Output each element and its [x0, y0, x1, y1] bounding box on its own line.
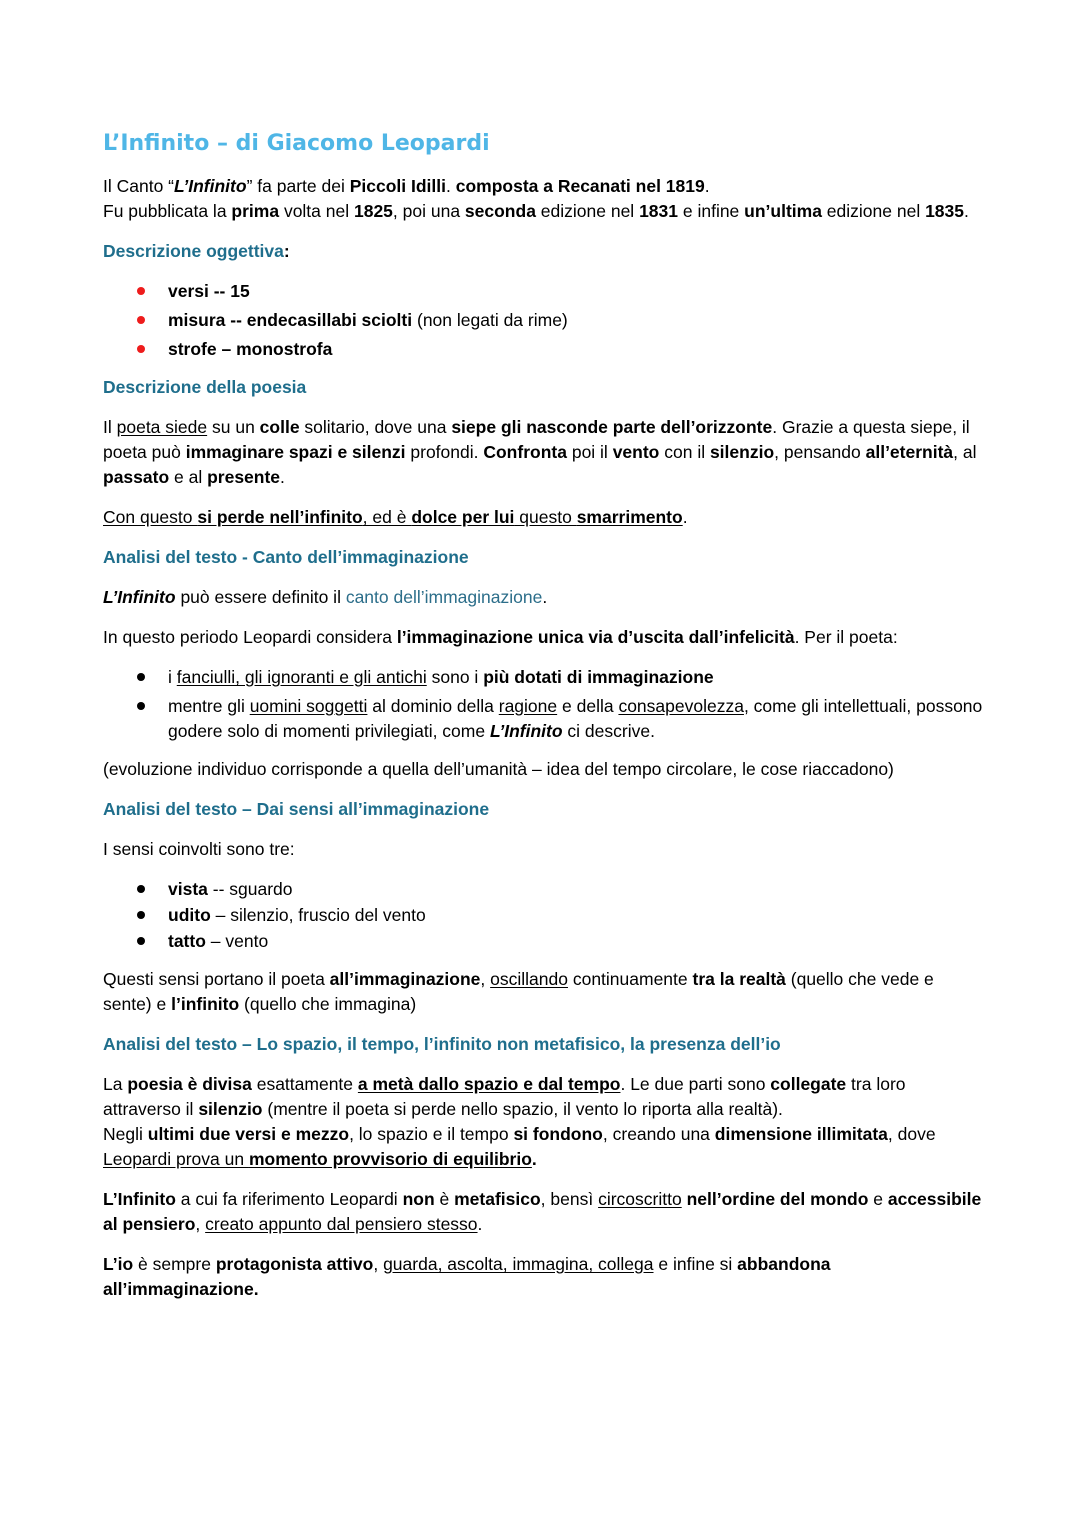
text: e al — [169, 467, 208, 487]
text: (quello che vede e sente) e — [103, 969, 934, 1014]
text: . — [704, 176, 710, 196]
text: uomini soggetti — [249, 696, 368, 716]
evoluzione-paragraph: (evoluzione individuo corrisponde a quella dell’umanità – idea del tempo circolare, le cose riaccadono) — [103, 759, 894, 779]
text: siepe gli nasconde parte dell’orizzonte — [451, 417, 773, 437]
text: vento — [612, 442, 660, 462]
list-item — [168, 694, 983, 744]
text: poeta siede — [116, 417, 208, 437]
section-heading-sensi: Analisi del testo – Dai sensi all’immaginazione — [103, 799, 490, 819]
text: , poi una — [392, 201, 465, 221]
text: vista — [168, 879, 208, 899]
text: metafisico — [454, 1189, 541, 1209]
text: Con questo — [103, 507, 198, 527]
text: su un — [207, 417, 260, 437]
sensi-intro: I sensi coinvolti sono tre: — [103, 839, 295, 859]
text: collegate — [770, 1074, 847, 1094]
text: , — [195, 1214, 206, 1234]
text: i — [168, 667, 177, 687]
text: nell’ordine del mondo — [686, 1189, 869, 1209]
text: , dove — [887, 1124, 936, 1144]
text: . — [531, 1149, 537, 1169]
bullet-icon — [137, 911, 145, 919]
text: , — [373, 1254, 384, 1274]
sensi-paragraph — [103, 967, 983, 1017]
text: poi il — [566, 442, 613, 462]
text: momento provvisorio di equilibrio — [248, 1149, 532, 1169]
text: . Per il poeta: — [794, 627, 898, 647]
text: circoscritto — [598, 1189, 682, 1209]
text: . Le due parti sono — [620, 1074, 771, 1094]
text: al dominio della — [367, 696, 499, 716]
text: composta a Recanati nel 1819 — [455, 176, 705, 196]
text: ” fa parte dei — [246, 176, 350, 196]
text: con il — [659, 442, 710, 462]
text: . — [477, 1214, 483, 1234]
text: non — [402, 1189, 435, 1209]
text: esattamente — [251, 1074, 358, 1094]
descrizione-oggettiva-list — [103, 279, 983, 362]
text: – vento — [205, 931, 269, 951]
text: si perde nell’infinito — [197, 507, 363, 527]
text: Questi sensi portano il poeta — [103, 969, 330, 989]
text: volta nel — [279, 201, 354, 221]
text: all’immaginazione — [329, 969, 481, 989]
text: . — [964, 201, 969, 221]
text: abbandona all’immaginazione. — [103, 1254, 831, 1299]
bullet-icon — [137, 702, 145, 710]
text: colle — [259, 417, 300, 437]
list-item — [168, 308, 983, 333]
red-bullet-icon — [137, 287, 145, 295]
text: Il — [103, 417, 117, 437]
text: ragione — [498, 696, 558, 716]
text: , bensì — [540, 1189, 599, 1209]
text: solitario, dove una — [299, 417, 452, 437]
text: è sempre — [133, 1254, 216, 1274]
text: profondi. — [405, 442, 484, 462]
text: seconda — [464, 201, 536, 221]
text: ultimi due versi e mezzo — [147, 1124, 350, 1144]
text: questo — [514, 507, 577, 527]
text: tra loro attraverso il — [103, 1074, 906, 1119]
text: dolce per lui — [411, 507, 515, 527]
bullet-icon — [137, 937, 145, 945]
text: , pensando — [774, 442, 866, 462]
text: è — [434, 1189, 455, 1209]
text: , al — [953, 442, 977, 462]
sensi-list — [103, 877, 983, 954]
text: poesia è divisa — [127, 1074, 252, 1094]
text: silenzio — [198, 1099, 263, 1119]
text: smarrimento — [576, 507, 683, 527]
section-heading-descrizione-poesia: Descrizione della poesia — [103, 377, 307, 397]
text: protagonista attivo — [215, 1254, 374, 1274]
list-item — [168, 929, 983, 954]
text: a metà dallo spazio e dal tempo — [357, 1074, 621, 1094]
text: . — [682, 507, 688, 527]
document-body — [103, 128, 983, 1317]
text: sono i — [426, 667, 484, 687]
list-item — [168, 903, 983, 928]
text: L’Infinito — [103, 1189, 176, 1209]
underlined-sentence — [103, 507, 683, 527]
text: L’Infinito — [103, 587, 176, 607]
text: a cui fa riferimento Leopardi — [175, 1189, 403, 1209]
text: Confronta — [483, 442, 567, 462]
text: l’infinito — [171, 994, 240, 1014]
text: oscillando — [490, 969, 568, 989]
page-title: L’Infinito – di Giacomo Leopardi — [103, 131, 490, 156]
text: misura -- endecasillabi sciolti — [168, 310, 413, 330]
text: e della — [557, 696, 619, 716]
text: strofe – monostrofa — [168, 339, 333, 359]
list-item — [168, 337, 983, 362]
text: Negli — [103, 1124, 148, 1144]
text: e — [868, 1189, 888, 1209]
periodo-paragraph — [103, 625, 983, 650]
text: L’io — [103, 1254, 134, 1274]
text: consapevolezza — [618, 696, 744, 716]
text: presente — [207, 467, 281, 487]
section-heading-canto-immaginazione: Analisi del testo - Canto dell’immaginazione — [103, 547, 469, 567]
text: . Grazie a questa siepe, il poeta può — [103, 417, 970, 462]
text: silenzio — [709, 442, 775, 462]
text: e infine — [678, 201, 745, 221]
text: , ed è — [362, 507, 412, 527]
text: Piccoli Idilli — [349, 176, 446, 196]
text: l’immaginazione unica via d’uscita dall’infelicità — [396, 627, 795, 647]
text: accessibile al pensiero — [103, 1189, 982, 1234]
text: ci descrive. — [562, 721, 655, 741]
text: – silenzio, fruscio del vento — [210, 905, 426, 925]
section-heading-descrizione-oggettiva — [103, 239, 983, 264]
text: continuamente — [567, 969, 693, 989]
text: Fu pubblicata la — [103, 201, 232, 221]
text: più dotati di immaginazione — [483, 667, 714, 687]
text: e infine si — [653, 1254, 738, 1274]
text: all’eternità — [865, 442, 954, 462]
text: . — [280, 467, 285, 487]
text: , come gli intellettuali, possono godere solo di momenti privilegiati, come — [168, 696, 983, 741]
text: L’Infinito — [489, 721, 563, 741]
text: . — [445, 176, 456, 196]
text: guarda, ascolta, immagina, collega — [383, 1254, 654, 1274]
bullet-icon — [137, 885, 145, 893]
text: (quello che immagina) — [239, 994, 417, 1014]
io-paragraph — [103, 1252, 983, 1302]
text: L’Infinito — [174, 176, 247, 196]
text: In questo periodo Leopardi considera — [103, 627, 397, 647]
text: fanciulli, gli ignoranti e gli antichi — [176, 667, 427, 687]
text: edizione nel — [821, 201, 926, 221]
list-item — [168, 877, 983, 902]
text: (non legati da rime) — [412, 310, 568, 330]
text: . — [542, 587, 548, 607]
list-item — [168, 279, 983, 304]
text: Descrizione oggettiva — [103, 241, 284, 261]
text: La — [103, 1074, 128, 1094]
text: un’ultima — [744, 201, 822, 221]
descrizione-poesia-paragraph — [103, 415, 983, 490]
text: tra la realtà — [692, 969, 786, 989]
text: passato — [103, 467, 170, 487]
text: edizione nel — [535, 201, 640, 221]
text: tatto — [168, 931, 206, 951]
canto-paragraph — [103, 585, 983, 610]
underlined-sentence — [103, 1149, 532, 1169]
spazio-tempo-paragraph — [103, 1072, 983, 1172]
text: prima — [231, 201, 280, 221]
intro-paragraph — [103, 174, 983, 224]
bullet-icon — [137, 673, 145, 681]
smarrimento-paragraph — [103, 505, 983, 530]
text: immaginare spazi e silenzi — [185, 442, 406, 462]
text: si fondono — [513, 1124, 603, 1144]
text: dimensione illimitata — [714, 1124, 888, 1144]
text: mentre gli — [168, 696, 250, 716]
metafisico-paragraph — [103, 1187, 983, 1237]
text: , lo spazio e il tempo — [349, 1124, 514, 1144]
text: canto dell’immaginazione — [345, 587, 543, 607]
text: (mentre il poeta si perde nello spazio, il vento lo riporta alla realtà). — [262, 1099, 783, 1119]
text: versi -- 15 — [168, 281, 250, 301]
list-item — [168, 665, 983, 690]
text: 1835 — [925, 201, 965, 221]
text: -- sguardo — [207, 879, 293, 899]
red-bullet-icon — [137, 316, 145, 324]
text: : — [283, 241, 290, 261]
text: , creando una — [602, 1124, 715, 1144]
red-bullet-icon — [137, 345, 145, 353]
text: Il Canto “ — [103, 176, 174, 196]
text: Leopardi prova un — [103, 1149, 249, 1169]
text: creato appunto dal pensiero stesso — [205, 1214, 478, 1234]
text: può essere definito il — [175, 587, 346, 607]
section-heading-spazio-tempo: Analisi del testo – Lo spazio, il tempo, l’infinito non metafisico, la presenza dell’io — [103, 1034, 781, 1054]
text: , — [480, 969, 491, 989]
poeta-list — [103, 665, 983, 744]
text: 1831 — [639, 201, 678, 221]
text: udito — [168, 905, 211, 925]
text: 1825 — [353, 201, 393, 221]
